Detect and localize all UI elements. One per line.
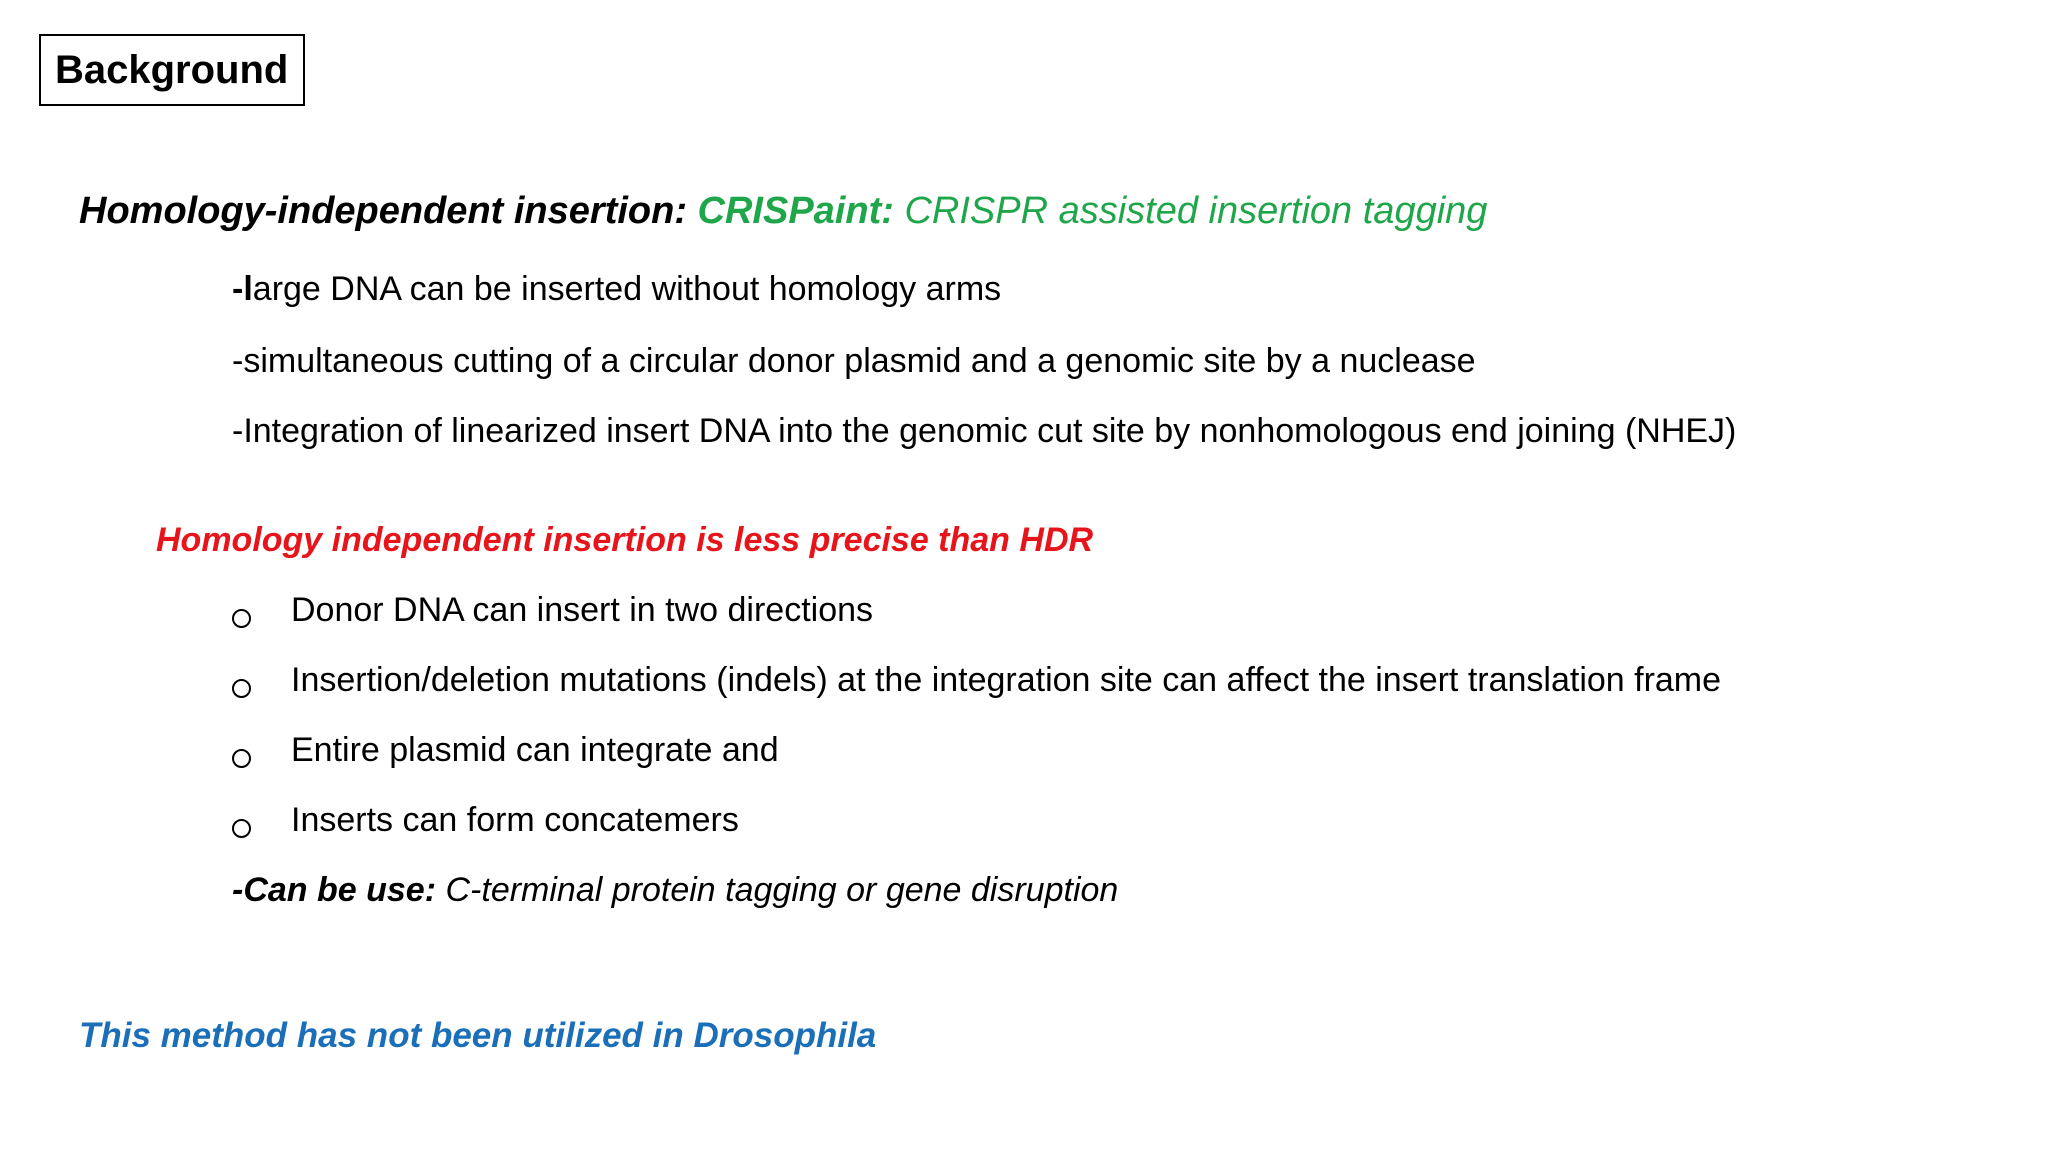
heading-lead: Homology-independent insertion:	[79, 190, 698, 232]
dash-item-large-dna	[232, 272, 1001, 306]
dash-item-simultaneous-cutting	[232, 344, 1476, 378]
slide-title: Background	[39, 34, 305, 106]
circle-bullet-icon	[232, 609, 251, 628]
dash-item-text: -Integration of linearized insert DNA into the genomic cut site by nonhomologous end joining (NHEJ)	[232, 412, 1737, 450]
warning-statement: Homology independent insertion is less precise than HDR	[156, 521, 1094, 559]
dash-item-text: -simultaneous cutting of a circular donor plasmid and a genomic site by a nuclease	[232, 342, 1476, 380]
list-item-text: Inserts can form concatemers	[291, 801, 739, 839]
list-item-text: Insertion/deletion mutations (indels) at the integration site can affect the insert translation frame	[291, 661, 1722, 699]
usage-text: C-terminal protein tagging or gene disruption	[436, 871, 1119, 909]
circle-bullet-icon	[232, 679, 251, 698]
section-heading	[79, 192, 1487, 230]
list-item-text: Donor DNA can insert in two directions	[291, 591, 874, 629]
dash-item-integration	[232, 414, 1736, 448]
usage-line	[232, 873, 1118, 907]
usage-lead: -Can be use:	[232, 871, 437, 909]
footer-note: This method has not been utilized in Drosophila	[79, 1016, 877, 1055]
heading-brand: CRISPaint:	[697, 190, 894, 232]
heading-subtitle: CRISPR assisted insertion tagging	[893, 190, 1488, 232]
circle-bullet-icon	[232, 749, 251, 768]
list-item-text: Entire plasmid can integrate and	[291, 731, 779, 769]
dash-item-text: arge DNA can be inserted without homology arms	[252, 270, 1002, 308]
circle-bullet-icon	[232, 819, 251, 838]
dash-item-prefix: -l	[232, 270, 253, 308]
